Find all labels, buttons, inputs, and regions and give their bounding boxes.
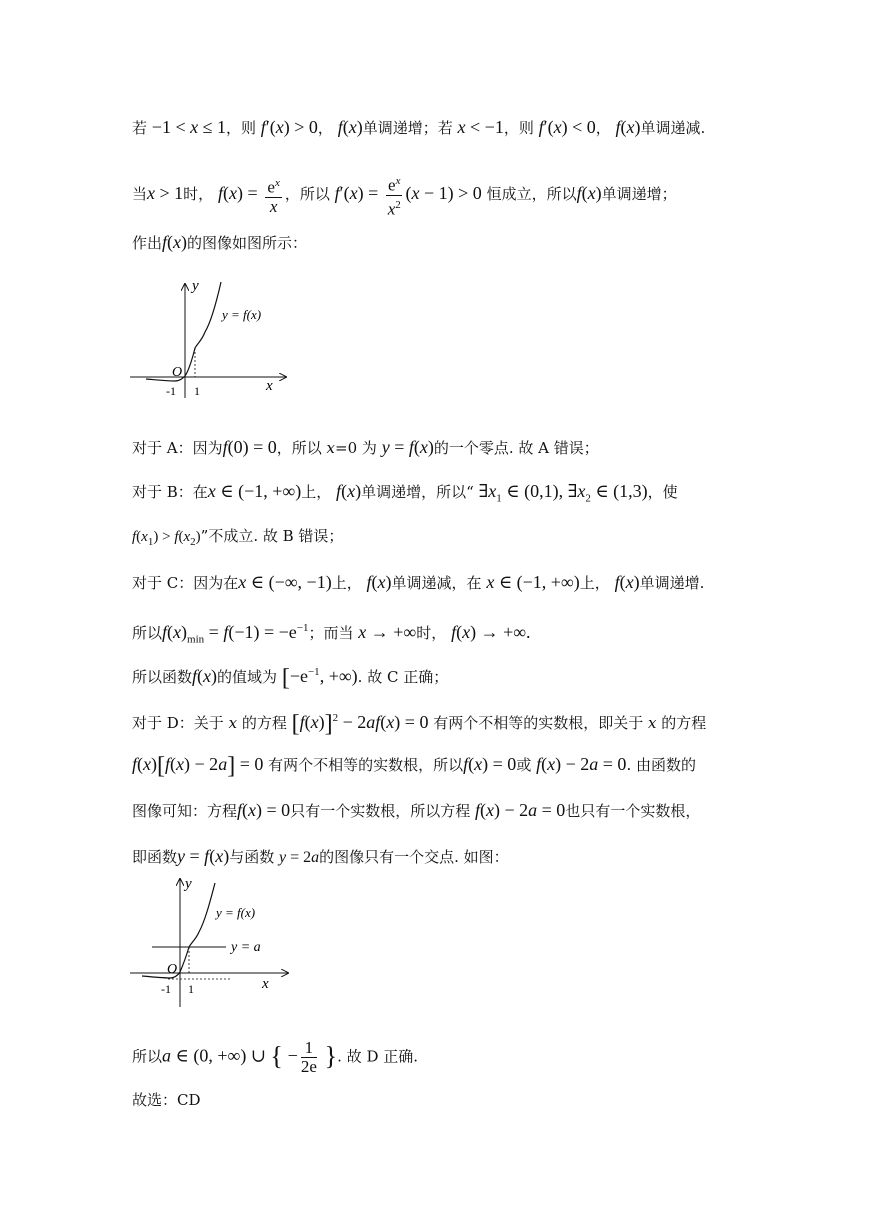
function-curve [146,282,221,381]
origin-label: O [167,962,178,977]
option-d-line-3: 图像可知：方程f(x) = 0只有一个实数根，所以方程 f(x) − 2a = 0也只有一个实数根， [132,800,701,820]
option-a: 对于 A：因为f(0) = 0，所以 x=0 为 y = f(x)的一个零点. 故 A 错误； [132,437,599,457]
answer-line: 故选：CD [132,1091,201,1109]
curve-label: y = f(x) [216,905,256,920]
y-axis-label: y [185,876,192,892]
function-graph-1 [128,280,293,402]
option-b-line-2: $f(x_1) > f(x_2)$”不成立. 故 B 错误； [132,527,344,548]
conclusion-line: 所以a ∈ (0, +∞) ∪ { − $\frac{1}{2e}$ }. 故 D 正确. [132,1038,419,1076]
option-d-line-4: 即函数y = f(x)与函数 y = 2a的图像只有一个交点. 如图： [132,846,509,866]
line-label: y = a [231,940,261,955]
tick-1: 1 [188,982,194,996]
x-axis-label: x [266,378,273,394]
option-c-line-1: 对于 C：因为在x ∈ (−∞, −1)上， f(x)单调递减，在 x ∈ (−1, +∞)上， f(x)单调递增. [132,572,705,592]
text-line-3: 作出f(x)的图像如图所示： [132,232,308,252]
x-axis-label: x [262,976,269,992]
origin-label: O [172,365,183,380]
y-axis-label: y [192,280,199,294]
option-c-line-3: 所以函数f(x)的值域为 [$-e^{-1}$, +∞). 故 C 正确； [132,665,449,691]
function-graph-2 [128,875,293,1010]
tick-neg1: -1 [161,982,171,996]
option-c-line-2: 所以$f(x)_{min} = f(-1) = -e^{-1}$；而当 x → +∞时， f(x) → +∞. [132,622,531,646]
function-curve [142,883,215,978]
text-line-1: 若 −1 < x ≤ 1，则 f′(x) > 0， f(x)单调递增；若 x < −1，则 f′(x) < 0， f(x)单调递减. [132,117,706,137]
curve-label: y = f(x) [222,307,262,322]
tick-1: 1 [194,384,200,398]
text-line-2: 当x > 1时， f(x) = $\frac{e^x}{x}$ ，所以 f′(x) = $\frac{e^x}{x^2}$ (x − 1) > 0 恒成立，所以f(x)单调递增； [132,172,677,218]
tick-neg1: -1 [166,384,176,398]
option-d-line-1: 对于 D：关于 x 的方程 $[f(x)]^2 - 2af(x) = 0$ 有两个不相等的实数根，即关于 x 的方程 [132,711,707,737]
option-b-line-1: 对于 B：在x ∈ (−1, +∞)上， f(x)单调递增，所以“ $\exists x_1$ ∈ (0,1), $\exists x_2$ ∈ (1,3)，使 [132,481,678,505]
option-d-line-2: f(x)[f(x) − 2a] = 0 有两个不相等的实数根，所以f(x) = 0或 f(x) − 2a = 0. 由函数的 [132,753,696,779]
